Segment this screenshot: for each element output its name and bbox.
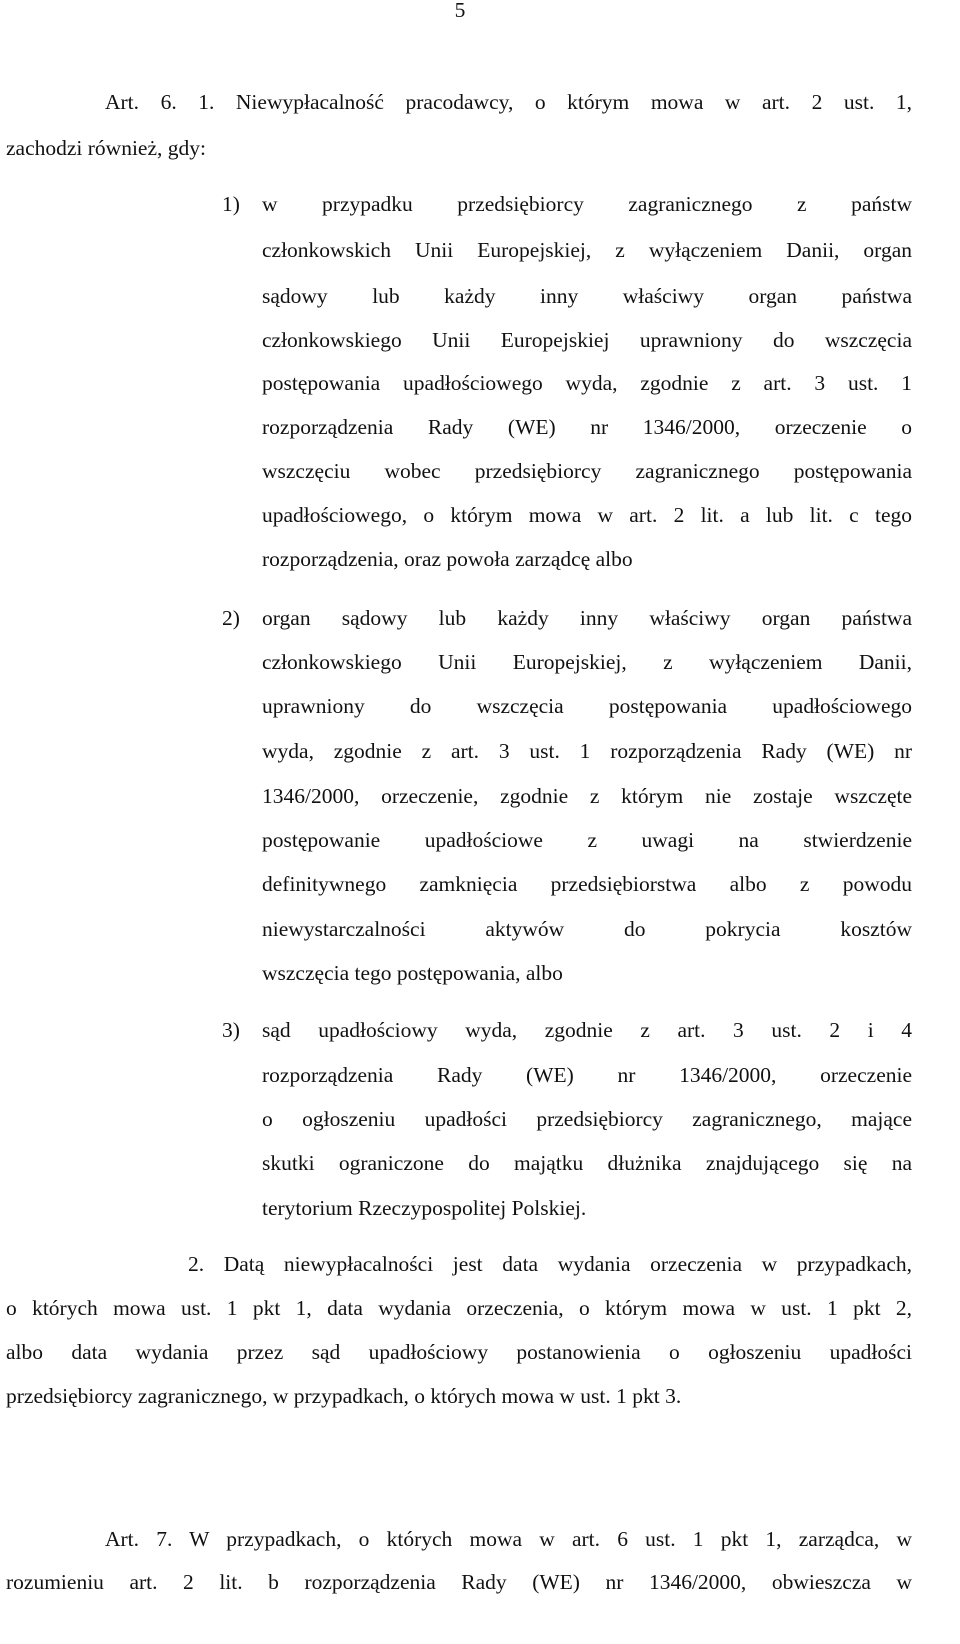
para2-line-2: o których mowa ust. 1 pkt 1, data wydania orzeczenia, o którym mowa w ust. 1 pkt 2,	[6, 1296, 912, 1320]
item-3-line-4: skutki ograniczone do majątku dłużnika znajdującego się na	[262, 1151, 912, 1175]
item-2-line-9: wszczęcia tego postępowania, albo	[262, 961, 563, 985]
item-2-line-2: członkowskiego Unii Europejskiej, z wyłączeniem Danii,	[262, 650, 912, 674]
item-1-line-4: członkowskiego Unii Europejskiej uprawniony do wszczęcia	[262, 328, 912, 352]
item-1-line-9: rozporządzenia, oraz powoła zarządcę albo	[262, 547, 633, 571]
item-2-line-7: definitywnego zamknięcia przedsiębiorstwa albo z powodu	[262, 872, 912, 896]
para2-line-4: przedsiębiorcy zagranicznego, w przypadkach, o których mowa w ust. 1 pkt 3.	[6, 1384, 682, 1408]
item-1-number: 1)	[222, 192, 240, 216]
page-number: 5	[454, 0, 466, 22]
item-2-number: 2)	[222, 606, 240, 630]
item-1-line-7: wszczęciu wobec przedsiębiorcy zagranicznego postępowania	[262, 459, 912, 483]
item-2-line-1: organ sądowy lub każdy inny właściwy organ państwa	[262, 606, 912, 630]
item-1-line-2: członkowskich Unii Europejskiej, z wyłączeniem Danii, organ	[262, 238, 912, 262]
item-2-line-3: uprawniony do wszczęcia postępowania upadłościowego	[262, 694, 912, 718]
item-2-line-4: wyda, zgodnie z art. 3 ust. 1 rozporządzenia Rady (WE) nr	[262, 739, 912, 763]
item-3-line-3: o ogłoszeniu upadłości przedsiębiorcy zagranicznego, mające	[262, 1107, 912, 1131]
item-2-line-5: 1346/2000, orzeczenie, zgodnie z którym nie zostaje wszczęte	[262, 784, 912, 808]
item-2-line-8: niewystarczalności aktywów do pokrycia kosztów	[262, 917, 912, 941]
item-1-line-3: sądowy lub każdy inny właściwy organ państwa	[262, 284, 912, 308]
para2-line-1: 2. Datą niewypłacalności jest data wydania orzeczenia w przypadkach,	[188, 1252, 912, 1276]
item-3-line-2: rozporządzenia Rady (WE) nr 1346/2000, orzeczenie	[262, 1063, 912, 1087]
item-3-number: 3)	[222, 1018, 240, 1042]
item-3-line-5: terytorium Rzeczypospolitej Polskiej.	[262, 1196, 587, 1220]
art6-intro-line-2: zachodzi również, gdy:	[6, 136, 206, 160]
art7-line-2: rozumieniu art. 2 lit. b rozporządzenia Rady (WE) nr 1346/2000, obwieszcza w	[6, 1570, 912, 1594]
item-1-line-5: postępowania upadłościowego wyda, zgodnie z art. 3 ust. 1	[262, 371, 912, 395]
art6-intro-line-1: Art. 6. 1. Niewypłacalność pracodawcy, o którym mowa w art. 2 ust. 1,	[105, 90, 912, 114]
item-2-line-6: postępowanie upadłościowe z uwagi na stwierdzenie	[262, 828, 912, 852]
item-1-line-6: rozporządzenia Rady (WE) nr 1346/2000, orzeczenie o	[262, 415, 912, 439]
item-3-line-1: sąd upadłościowy wyda, zgodnie z art. 3 ust. 2 i 4	[262, 1018, 912, 1042]
item-1-line-1: w przypadku przedsiębiorcy zagranicznego z państw	[262, 192, 912, 216]
art7-line-1: Art. 7. W przypadkach, o których mowa w art. 6 ust. 1 pkt 1, zarządca, w	[105, 1527, 912, 1551]
item-1-line-8: upadłościowego, o którym mowa w art. 2 lit. a lub lit. c tego	[262, 503, 912, 527]
para2-line-3: albo data wydania przez sąd upadłościowy postanowienia o ogłoszeniu upadłości	[6, 1340, 912, 1364]
